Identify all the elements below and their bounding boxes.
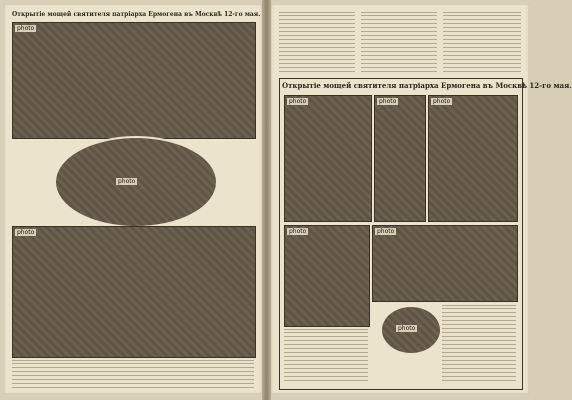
right-column-1 <box>279 12 355 75</box>
pilgrims-photo <box>428 95 518 222</box>
street-scene-photo <box>284 225 370 327</box>
lying-figures-photo <box>372 225 518 302</box>
right-headline: Открытіе мощей святителя патріарха Ермогена въ Москвѣ 12-го мая. <box>282 81 572 90</box>
oval-vignette-photo-label: photo <box>398 325 416 332</box>
right-column-3 <box>443 12 521 75</box>
right-column-2 <box>361 12 437 75</box>
lying-figures-photo-label: photo <box>377 228 395 235</box>
left-page <box>4 4 262 394</box>
left-headline: Открытіе мощей святителя патріарха Ермогена въ Москвѣ 12-го мая. <box>12 10 261 18</box>
left-caption-text <box>12 360 254 389</box>
seated-group-photo <box>284 95 372 222</box>
street-scene-photo-label: photo <box>289 228 307 235</box>
right-caption-text <box>284 329 368 384</box>
crowd-oval-photo <box>54 136 218 228</box>
gutter <box>262 0 271 400</box>
procession-photo-label: photo <box>17 25 35 32</box>
crowd-oval-photo-label: photo <box>118 178 136 185</box>
pilgrims-photo-label: photo <box>433 98 451 105</box>
clergy-photo-label: photo <box>17 229 35 236</box>
clergy-photo <box>12 226 256 358</box>
standing-figure-photo <box>374 95 426 222</box>
standing-figure-photo-label: photo <box>379 98 397 105</box>
right-page <box>271 4 572 394</box>
seated-group-photo-label: photo <box>289 98 307 105</box>
oval-vignette-photo <box>380 305 442 355</box>
right-lower-text <box>442 305 516 384</box>
left-running-head <box>12 8 261 20</box>
right-photo-panel <box>279 78 572 390</box>
procession-photo <box>12 22 256 139</box>
